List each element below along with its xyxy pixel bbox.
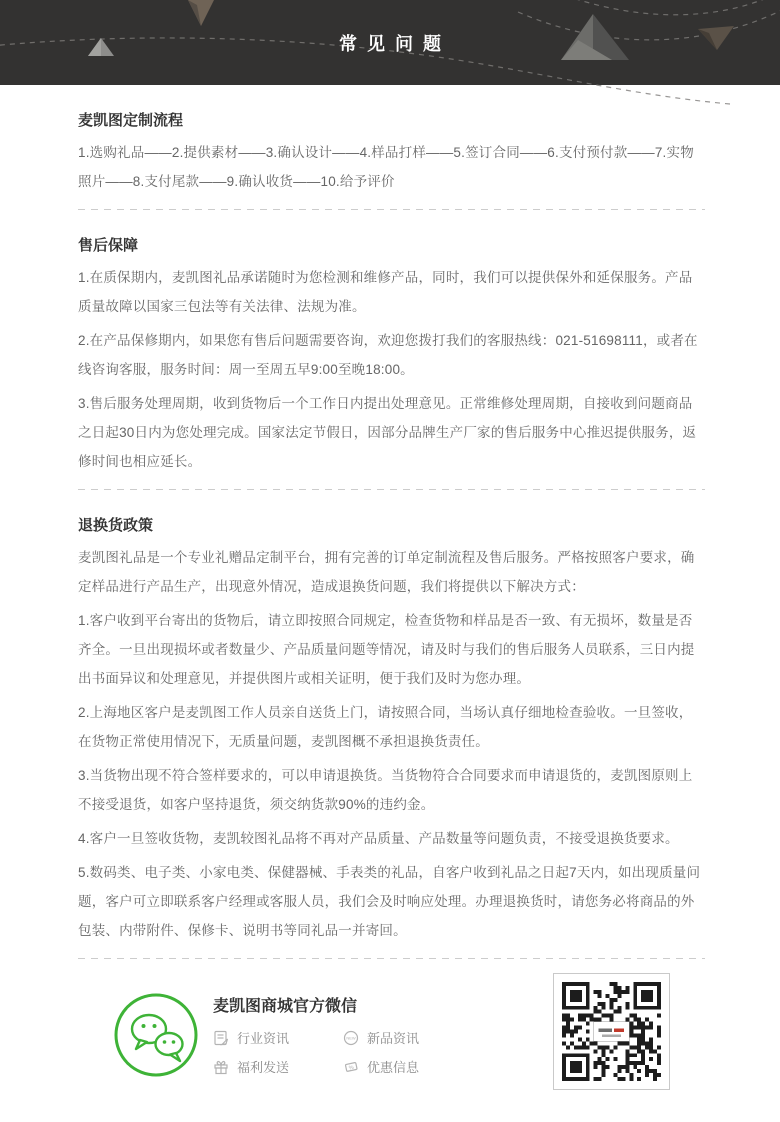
section-return-policy [78,514,705,945]
wechat-title: 麦凯图商城官方微信 [213,998,358,1015]
dashed-divider [78,209,705,210]
paragraph: 1.选购礼品——2.提供素材——3.确认设计——4.样品打样——5.签订合同——6.支付预付款——7.实物照片——8.支付尾款——9.确认收货——10.给予评价 [78,145,694,189]
section-title: 退换货政策 [78,517,154,534]
section-title: 售后保障 [78,237,139,254]
page-title: 常见问题 [339,34,451,54]
feature-discounts [343,1057,463,1076]
paragraph: 4.客户一旦签收货物，麦凯较图礼品将不再对产品质量、产品数量等问题负责，不接受退换货要求。 [78,831,679,846]
content [0,109,780,959]
section-title: 麦凯图定制流程 [78,112,184,129]
section-after-sales [78,234,705,476]
section-body [78,543,705,945]
paragraph: 3.售后服务处理周期，收到货物后一个工作日内提出处理意见。正常维修处理周期，自接收到问题商品之日起30日内为您处理完成。国家法定节假日，因部分品牌生产厂家的售后服务中心推迟提供服务，返修时间也相应延长。 [78,396,697,469]
svg-text:%: % [348,1064,355,1072]
paragraph: 2.在产品保修期内，如果您有售后问题需要咨询，欢迎您拨打我们的客服热线：021-51698111，或者在线咨询客服，服务时间：周一至周五早9:00至晚18:00。 [78,333,698,377]
new-badge-icon [343,1030,359,1046]
page-header [0,0,780,85]
svg-text:NEW: NEW [346,1035,356,1041]
feature-new-products [343,1028,463,1047]
paragraph: 麦凯图礼品是一个专业礼赠品定制平台，拥有完善的订单定制流程及售后服务。严格按照客户要求，确定样品进行产品生产，出现意外情况，造成退换货问题，我们将提供以下解决方式： [78,550,695,594]
paragraph: 1.在质保期内，麦凯图礼品承诺随时为您检测和维修产品，同时，我们可以提供保外和延保服务。产品质量故障以国家三包法等有关法律、法规为准。 [78,270,693,314]
wechat-icon [112,991,200,1079]
wechat-qr-code [553,973,670,1090]
feature-label: 福利发送 [237,1060,290,1075]
dashed-divider [78,489,705,490]
wechat-info [213,993,463,1076]
section-custom-process [78,109,705,196]
paragraph: 5.数码类、电子类、小家电类、保健器械、手表类的礼品，自客户收到礼品之日起7天内，如出现质量问题，客户可立即联系客户经理或客服人员，我们会及时响应处理。办理退换货时，请您务必将商品的外包装、内带附件、保修卡、说明书等同礼品一并寄回。 [78,865,701,938]
section-body [78,138,705,196]
paragraph: 1.客户收到平台寄出的货物后，请立即按照合同规定，检查货物和样品是否一致、有无损坏，数量是否齐全。一旦出现损坏或者数量少、产品质量问题等情况，请及时与我们的售后服务人员联系，三日内提出书面异议和处理意见，并提供图片或相关证明，便于我们及时为您办理。 [78,613,695,686]
paragraph: 2.上海地区客户是麦凯图工作人员亲自送货上门，请按照合同，当场认真仔细地检查验收。一旦签收，在货物正常使用情况下，无质量问题，麦凯图概不承担退换货责任。 [78,705,693,749]
paragraph: 3.当货物出现不符合签样要求的，可以申请退换货。当货物符合合同要求而申请退货的，麦凯图原则上不接受退货，如客户坚持退货，须交纳货款90%的违约金。 [78,768,693,812]
feature-label: 优惠信息 [367,1060,420,1075]
gift-icon [213,1059,229,1075]
feature-label: 行业资讯 [237,1031,290,1046]
feature-label: 新品资讯 [367,1031,420,1046]
wechat-footer [0,959,780,1122]
feature-industry-news [213,1028,319,1047]
document-icon [213,1030,229,1046]
coupon-icon [343,1059,359,1075]
section-body [78,263,705,476]
feature-benefits [213,1057,319,1076]
wechat-feature-list [213,1028,463,1076]
qr-code-pattern [562,982,661,1081]
